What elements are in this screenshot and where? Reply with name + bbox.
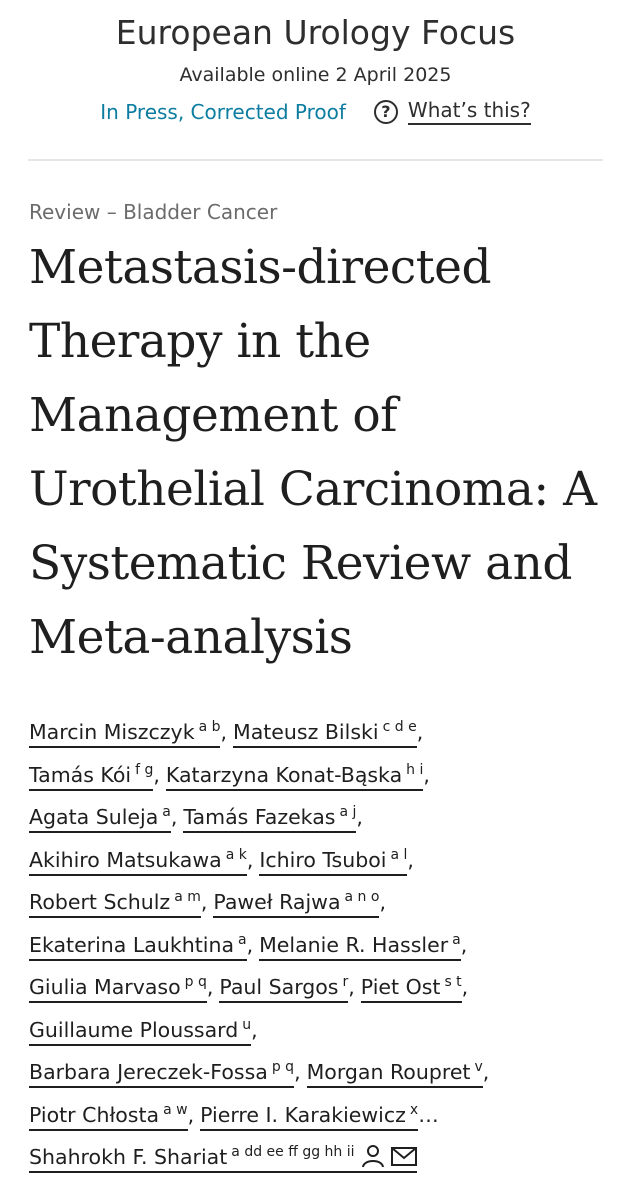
author-separator: , (379, 890, 386, 914)
author-separator: , (461, 975, 469, 999)
author-link[interactable] (29, 1018, 251, 1046)
author-name: Agata Suleja (29, 805, 159, 829)
author-link[interactable] (29, 1060, 294, 1088)
in-press-status: In Press, Corrected Proof (100, 99, 346, 124)
author-separator: , (416, 720, 424, 744)
author-affiliation-marks: f g (135, 761, 154, 778)
author-link[interactable] (213, 890, 379, 918)
author-affiliation-marks: a j (339, 804, 357, 820)
article-title: Metastasis-directed Therapy in the Management of Urothelial Carcinoma: A Systematic Review and Meta-analysis (29, 240, 597, 665)
author-separator: , (294, 1060, 301, 1084)
author-affiliation-marks: a (238, 931, 247, 948)
author-link[interactable] (361, 975, 462, 1003)
author-list (29, 711, 607, 1183)
author-separator: , (356, 805, 363, 829)
author-affiliation-marks: a n o (344, 889, 380, 905)
author-affiliation-marks: s t (444, 974, 462, 990)
author-separator: , (251, 1017, 258, 1042)
author-name: Pierre I. Karakiewicz (200, 1102, 406, 1127)
author-name: Melanie R. Hassler (259, 932, 449, 957)
author-separator: , (246, 847, 254, 872)
author-link[interactable] (29, 1103, 188, 1131)
author-separator: , (153, 762, 160, 787)
author-link[interactable] (29, 890, 201, 918)
author-separator: , (220, 720, 228, 744)
whats-this-label: What’s this? (408, 98, 531, 125)
person-icon (361, 1140, 385, 1183)
author-affiliation-marks: h i (406, 761, 424, 778)
author-affiliation-marks: r (342, 974, 349, 990)
author-separator: , (200, 890, 208, 914)
author-link[interactable] (29, 848, 247, 876)
author-affiliation-marks: a w (163, 1101, 188, 1118)
author-name: Morgan Roupret (306, 1060, 471, 1084)
author-link[interactable] (166, 763, 423, 791)
author-name: Mateusz Bilski (233, 720, 379, 744)
envelope-icon (391, 1140, 417, 1183)
author-name: Marcin Miszczyk (29, 720, 195, 744)
author-link[interactable] (183, 805, 356, 833)
author-separator: , (482, 1060, 490, 1084)
author-affiliation-marks: a b (198, 719, 221, 735)
available-online-date: Available online 2 April 2025 (179, 64, 452, 86)
author-link[interactable] (29, 1145, 417, 1173)
author-link[interactable] (29, 805, 171, 833)
author-separator: , (170, 805, 178, 829)
author-name: Tamás Fazekas (183, 805, 336, 829)
author-separator: , (206, 975, 214, 999)
author-name: Guillaume Ploussard (29, 1017, 239, 1042)
author-separator: , (460, 932, 468, 957)
author-affiliation-marks: a (162, 804, 171, 820)
header-divider (28, 159, 603, 161)
author-name: Tamás Kói (29, 762, 132, 787)
author-name: Katarzyna Konat-Bąska (165, 762, 403, 787)
author-separator: , (348, 975, 355, 999)
author-affiliation-marks: a k (225, 846, 247, 863)
question-circle-icon: ? (374, 100, 398, 124)
author-separator: , (187, 1102, 195, 1127)
author-affiliation-marks: p q (184, 974, 207, 990)
author-name: Barbara Jereczek-Fossa (29, 1060, 268, 1084)
author-link[interactable] (219, 975, 348, 1003)
author-link[interactable] (307, 1060, 483, 1088)
author-separator: , (407, 847, 414, 872)
author-link[interactable] (29, 933, 247, 961)
author-affiliation-marks: a m (174, 889, 201, 905)
whats-this-button[interactable] (374, 98, 531, 125)
author-name: Ekaterina Laukhtina (29, 932, 234, 957)
author-affiliation-marks: p q (271, 1059, 295, 1075)
author-link[interactable] (29, 720, 220, 748)
author-affiliation-marks: x (409, 1101, 419, 1118)
author-link[interactable] (259, 933, 461, 961)
author-link[interactable] (259, 848, 407, 876)
author-affiliation-marks: a (452, 931, 461, 948)
journal-title-link[interactable]: European Urology Focus (115, 13, 516, 52)
author-link[interactable] (29, 763, 153, 791)
article-status-row (0, 98, 631, 125)
author-name: Ichiro Tsuboi (259, 847, 387, 872)
author-link[interactable] (233, 720, 417, 748)
author-affiliation-marks: u (242, 1016, 252, 1033)
author-name: Paweł Rajwa (213, 890, 341, 914)
author-affiliation-marks: c d e (382, 719, 417, 735)
author-name: Piet Ost (360, 975, 441, 999)
author-separator: … (418, 1102, 439, 1127)
author-separator: , (423, 762, 430, 787)
author-name: Robert Schulz (29, 890, 171, 914)
author-affiliation-marks: a l (390, 846, 408, 863)
author-name: Shahrokh F. Shariat (29, 1145, 228, 1169)
author-link[interactable] (200, 1103, 418, 1131)
author-affiliation-marks: a dd ee ff gg hh ii (231, 1144, 355, 1160)
author-name: Piotr Chłosta (29, 1102, 160, 1127)
author-name: Akihiro Matsukawa (29, 847, 222, 872)
article-section-label: Review – Bladder Cancer (29, 200, 278, 224)
author-separator: , (246, 932, 254, 957)
journal-header (0, 0, 631, 125)
author-name: Paul Sargos (219, 975, 339, 999)
author-name: Giulia Marvaso (29, 975, 181, 999)
author-link[interactable] (29, 975, 207, 1003)
author-affiliation-marks: v (474, 1059, 483, 1075)
